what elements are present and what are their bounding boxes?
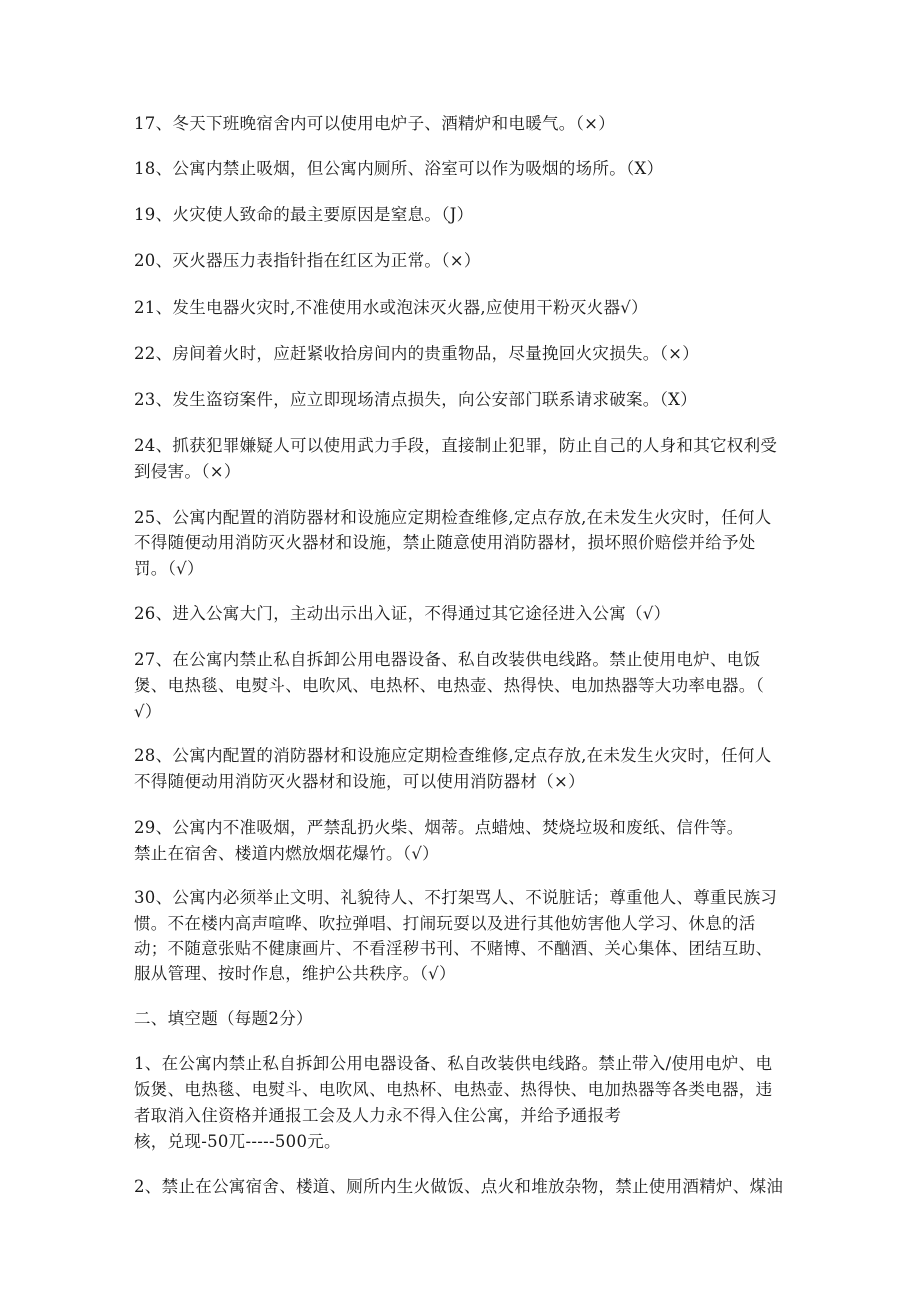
text-line: 24、抓获犯罪嫌疑人可以使用武力手段，直接制止犯罪，防止自己的人身和其它权利受 [134, 436, 778, 455]
text-line: 煲、电热毯、电熨斗、电吹风、电热杯、电热壶、热得快、电加热器等大功率电器。（ [134, 676, 765, 695]
text-line: 22、房间着火时，应赶紧收拾房间内的贵重物品，尽量挽回火灾损失。（×） [134, 344, 700, 363]
text-line: 到侵害。（×） [134, 462, 241, 481]
text-line: 2、禁止在公寓宿舍、楼道、厕所内生火做饭、点火和堆放杂物，禁止使用酒精炉、煤油 [134, 1177, 784, 1196]
text-line: 27、在公寓内禁止私自拆卸公用电器设备、私自改装供电线路。禁止使用电炉、电饭 [134, 650, 761, 669]
text-line: 26、进入公寓大门，主动出示出入证，不得通过其它途径进入公寓（√） [134, 604, 671, 623]
text-line: 29、公寓内不准吸烟，严禁乱扔火柴、烟蒂。点蜡烛、焚烧垃圾和废纸、信件等。 [134, 818, 744, 837]
text-line: 惯。不在楼内高声喧哗、吹拉弹唱、打闹玩耍以及进行其他妨害他人学习、休息的活 [134, 914, 756, 933]
text-line: 饭煲、电热毯、电熨斗、电吹风、电热杯、电热壶、热得快、电加热器等各类电器，违 [134, 1080, 773, 1099]
text-line: 者取消入住资格并通报工会及人力永不得入住公寓，并给予通报考 [134, 1106, 622, 1125]
text-line: 21、发生电器火灾时,不准使用水或泡沫灭火器,应使用干粉灭火器√） [134, 298, 648, 317]
section-heading: 二、填空题（每题2分） [134, 1009, 313, 1028]
text-line: 30、公寓内必须举止文明、礼貌待人、不打架骂人、不说脏话；尊重他人、尊重民族习 [134, 888, 778, 907]
text-line: 25、公寓内配置的消防器材和设施应定期检查维修,定点存放,在未发生火灾时，任何人 [134, 508, 772, 527]
text-line: 服从管理、按时作息，维护公共秩序。（√） [134, 964, 456, 983]
text-line: 不得随便动用消防灭火器材和设施，禁止随意使用消防器材，损坏照价赔偿并给予处 [134, 533, 756, 552]
text-line: 17、冬天下班晚宿舍内可以使用电炉子、酒精炉和电暖气。（×） [134, 114, 616, 133]
text-line: 罚。（√） [134, 559, 204, 578]
text-line: 23、发生盗窃案件，应立即现场清点损失，向公安部门联系请求破案。（X） [134, 390, 697, 409]
text-line: 19、火灾使人致命的最主要原因是窒息。（J） [134, 205, 474, 224]
text-line: 20、灭火器压力表指针指在红区为正常。（×） [134, 251, 481, 270]
text-line: 禁止在宿舍、楼道内燃放烟花爆竹。（√） [134, 844, 439, 863]
text-line: 动；不随意张贴不健康画片、不看淫秽书刊、不赌博、不酗酒、关心集体、团结互助、 [134, 939, 773, 958]
text-line: 不得随便动用消防灭火器材和设施，可以使用消防器材（×） [134, 772, 585, 791]
text-line: √） [134, 702, 162, 721]
text-line: 核，兑现-50兀-----500元。 [134, 1132, 341, 1151]
text-line: 1、在公寓内禁止私自拆卸公用电器设备、私自改装供电线路。禁止带入/使用电炉、电 [134, 1054, 773, 1073]
text-line: 28、公寓内配置的消防器材和设施应定期检查维修,定点存放,在未发生火灾时，任何人 [134, 746, 772, 765]
text-line: 18、公寓内禁止吸烟，但公寓内厕所、浴室可以作为吸烟的场所。（X） [134, 159, 664, 178]
